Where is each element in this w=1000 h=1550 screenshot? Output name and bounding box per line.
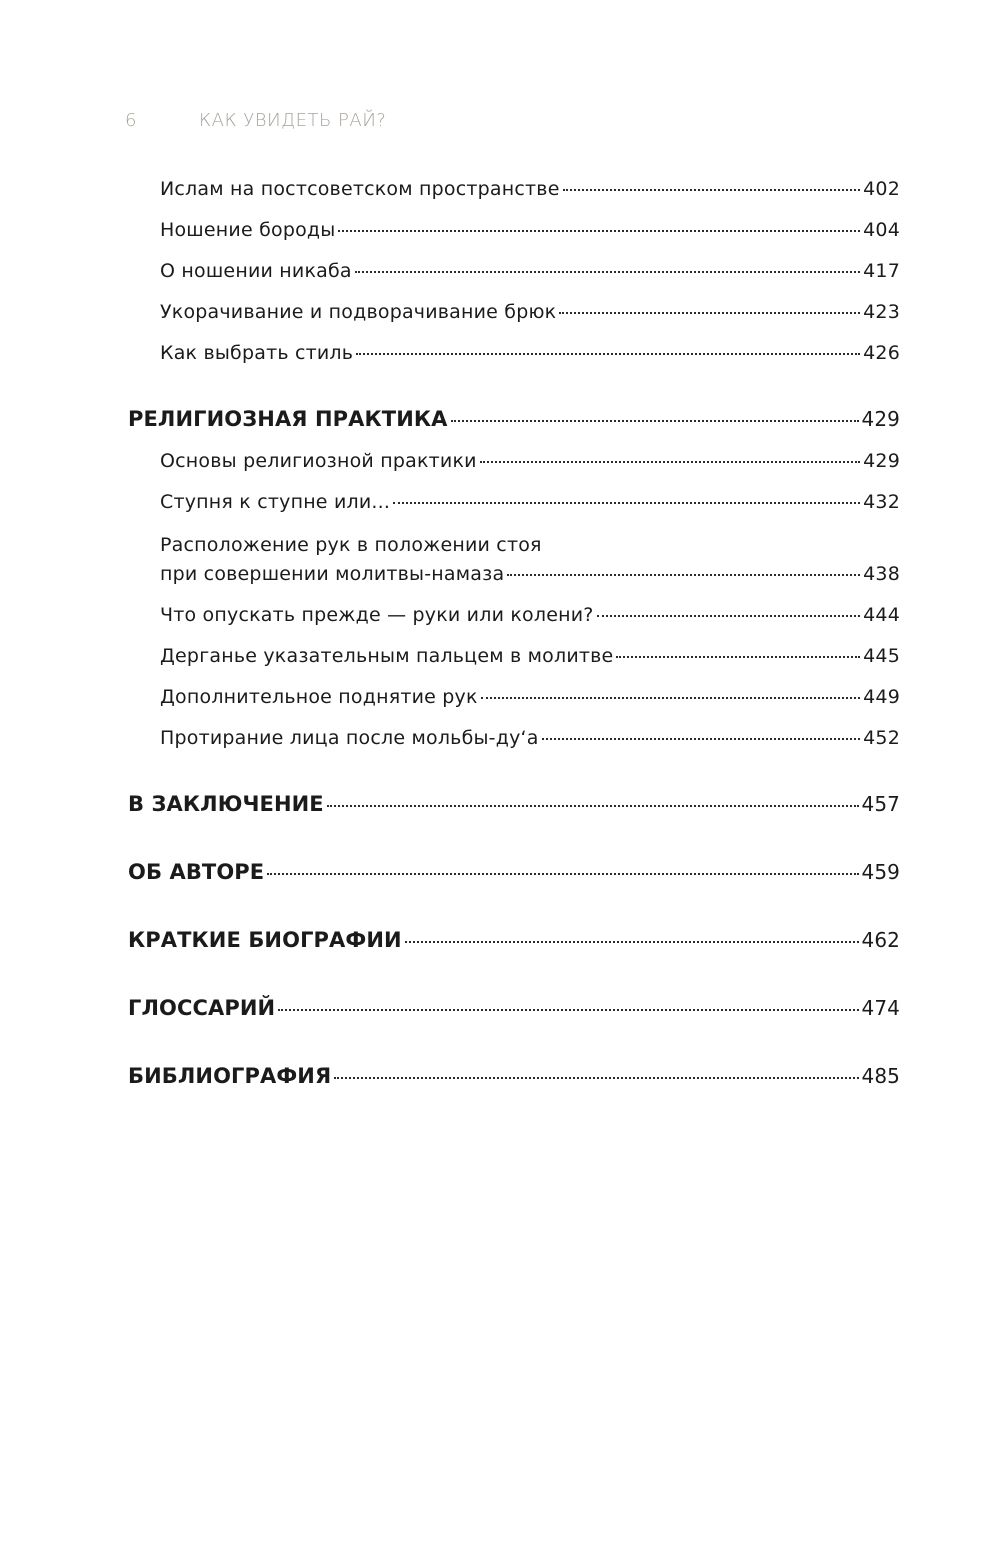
toc-entry: [160, 727, 900, 749]
dot-leader: [616, 656, 860, 658]
toc-entry: [160, 260, 900, 282]
toc-entry-page: 417: [863, 260, 900, 282]
dot-leader: [334, 1077, 858, 1079]
dot-leader: [405, 941, 859, 943]
toc-entry: [160, 342, 900, 364]
toc-entry-title: Дополнительное поднятие рук: [160, 686, 478, 708]
dot-leader: [481, 697, 860, 699]
toc-entry-title: Ношение бороды: [160, 219, 336, 241]
dot-leader: [267, 873, 858, 875]
toc-entry-page: 426: [863, 342, 900, 364]
dot-leader: [563, 189, 861, 191]
toc-entry-page: 429: [863, 450, 900, 472]
toc-section-title: КРАТКИЕ БИОГРАФИИ: [128, 928, 402, 952]
dot-leader: [278, 1009, 858, 1011]
toc-entry-title: при совершении молитвы-намаза: [160, 563, 505, 585]
toc-entry-page: 438: [863, 563, 900, 585]
toc-entry: [160, 219, 900, 241]
toc-entry-title-line1: Расположение рук в положении стоя: [160, 534, 542, 556]
toc-entry: [160, 686, 900, 708]
dot-leader: [393, 502, 860, 504]
book-title: КАК УВИДЕТЬ РАЙ?: [199, 110, 387, 131]
toc-section-title: ГЛОССАРИЙ: [128, 996, 276, 1020]
toc-entry-page: 445: [863, 645, 900, 667]
toc-section: [128, 928, 900, 952]
toc-section-page: 485: [861, 1064, 900, 1088]
page-number: 6: [125, 110, 137, 131]
toc-section-page: 459: [861, 860, 900, 884]
toc-entry-title: Ступня к ступне или...: [160, 491, 391, 513]
toc-entry-title: Основы религиозной практики: [160, 450, 477, 472]
toc-section: [128, 860, 900, 884]
toc-entry-page: 404: [863, 219, 900, 241]
toc-entry-title: Укорачивание и подворачивание брюк: [160, 301, 557, 323]
toc-entry-page: 444: [863, 604, 900, 626]
toc-entry: [160, 301, 900, 323]
toc-entry: [160, 491, 900, 513]
toc-entry: [160, 450, 900, 472]
toc-entry-page: 402: [863, 178, 900, 200]
toc-section-title: РЕЛИГИОЗНАЯ ПРАКТИКА: [128, 407, 448, 431]
toc-section-page: 462: [861, 928, 900, 952]
toc-entry-title: О ношении никаба: [160, 260, 352, 282]
toc-entry-title: Ислам на постсоветском пространстве: [160, 178, 560, 200]
toc-section-page: 474: [861, 996, 900, 1020]
dot-leader: [338, 230, 860, 232]
toc-entry: [160, 604, 900, 626]
toc-entry: [160, 563, 900, 585]
toc-section-title: В ЗАКЛЮЧЕНИЕ: [128, 792, 324, 816]
toc-entry: [160, 645, 900, 667]
toc-entry: [160, 178, 900, 200]
dot-leader: [356, 353, 860, 355]
toc-section-title: БИБЛИОГРАФИЯ: [128, 1064, 332, 1088]
toc-entry-title: Как выбрать стиль: [160, 342, 354, 364]
dot-leader: [597, 615, 861, 617]
dot-leader: [542, 738, 861, 740]
toc-section: [128, 996, 900, 1020]
toc-entry-page: 449: [863, 686, 900, 708]
dot-leader: [451, 420, 859, 422]
dot-leader: [507, 574, 860, 576]
toc-entry-page: 452: [863, 727, 900, 749]
toc-entry-title: Протирание лица после мольбы-ду‘а: [160, 727, 539, 749]
dot-leader: [480, 461, 860, 463]
dot-leader: [355, 271, 860, 273]
toc-entry-page: 423: [863, 301, 900, 323]
dot-leader: [559, 312, 860, 314]
toc-section-title: ОБ АВТОРЕ: [128, 860, 265, 884]
dot-leader: [327, 805, 859, 807]
toc-section-page: 429: [861, 407, 900, 431]
running-head: [125, 110, 386, 131]
toc-section: [128, 1064, 900, 1088]
toc-entry-title: Что опускать прежде — руки или колени?: [160, 604, 594, 626]
toc-entry-page: 432: [863, 491, 900, 513]
toc-section: [128, 792, 900, 816]
toc-section: [128, 407, 900, 431]
toc-entry-title: Дерганье указательным пальцем в молитве: [160, 645, 614, 667]
toc-section-page: 457: [861, 792, 900, 816]
